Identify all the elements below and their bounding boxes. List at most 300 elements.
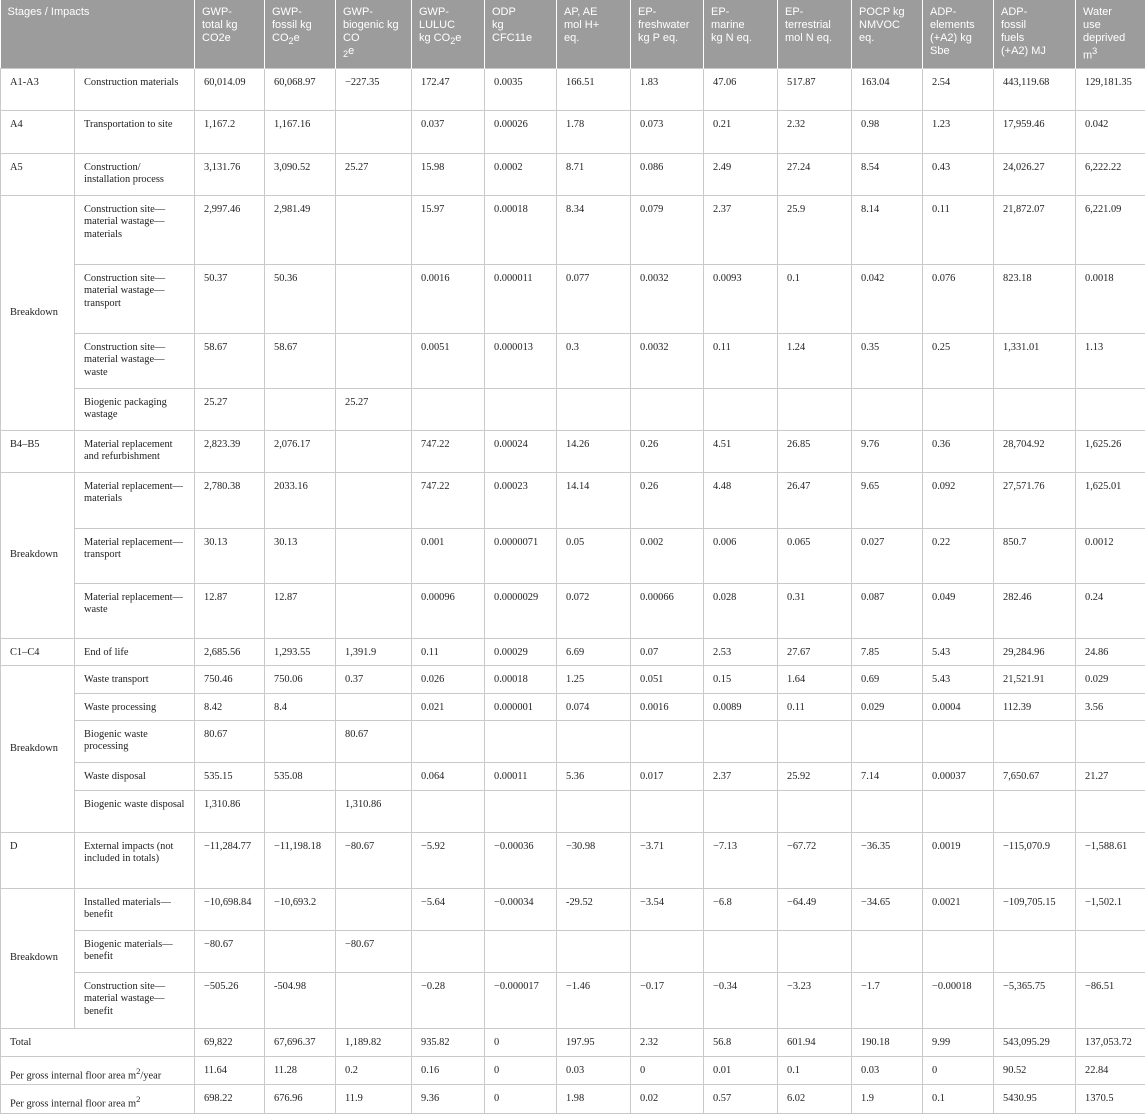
value-cell: 5430.95 bbox=[994, 1085, 1076, 1114]
value-cell: 0.072 bbox=[557, 584, 631, 639]
value-cell: 0.16 bbox=[412, 1057, 485, 1085]
header-line: marine bbox=[711, 19, 745, 31]
value-cell: 50.37 bbox=[195, 265, 265, 334]
value-cell bbox=[704, 721, 778, 763]
value-cell bbox=[631, 931, 704, 973]
stage-cell: A5 bbox=[1, 154, 75, 196]
value-cell: 0.36 bbox=[923, 431, 994, 473]
header-line: LULUC bbox=[419, 19, 456, 31]
value-cell: −0.00018 bbox=[923, 973, 994, 1029]
value-cell bbox=[704, 791, 778, 833]
value-cell bbox=[923, 721, 994, 763]
value-cell: 69,822 bbox=[195, 1029, 265, 1057]
value-cell: 282.46 bbox=[994, 584, 1076, 639]
totals-row bbox=[1, 1057, 1145, 1085]
header-line: GWP- bbox=[343, 6, 373, 18]
value-cell: 0.017 bbox=[631, 763, 704, 791]
value-cell: 1.64 bbox=[778, 666, 852, 694]
impact-label-cell: Construction site—material wastage— transport bbox=[75, 265, 195, 334]
value-cell: −1,502.1 bbox=[1076, 889, 1145, 931]
header-line: EP- bbox=[711, 6, 730, 18]
value-cell: 17,959.46 bbox=[994, 111, 1076, 154]
value-cell: 0.006 bbox=[704, 529, 778, 584]
value-cell: −3.23 bbox=[778, 973, 852, 1029]
value-cell: −30.98 bbox=[557, 833, 631, 889]
value-cell bbox=[336, 334, 412, 389]
value-cell: 0.03 bbox=[557, 1057, 631, 1085]
value-cell: 0.35 bbox=[852, 334, 923, 389]
value-cell: −0.00036 bbox=[485, 833, 557, 889]
table-row bbox=[1, 639, 1145, 666]
value-cell: 0.021 bbox=[412, 694, 485, 721]
header-column bbox=[336, 0, 412, 69]
value-cell bbox=[557, 721, 631, 763]
value-cell: −5.92 bbox=[412, 833, 485, 889]
value-cell bbox=[631, 721, 704, 763]
value-cell: 166.51 bbox=[557, 69, 631, 111]
table-row bbox=[1, 265, 1145, 334]
value-cell: 2033.16 bbox=[265, 473, 336, 529]
value-cell: 3,131.76 bbox=[195, 154, 265, 196]
value-cell: 0.042 bbox=[1076, 111, 1145, 154]
stage-cell: C1–C4 bbox=[1, 639, 75, 666]
header-superscript: 3 bbox=[1092, 46, 1098, 56]
value-cell: 1370.5 bbox=[1076, 1085, 1145, 1114]
value-cell: 0.0002 bbox=[485, 154, 557, 196]
value-cell: 0.26 bbox=[631, 431, 704, 473]
value-cell: 0.07 bbox=[631, 639, 704, 666]
value-cell: 0.3 bbox=[557, 334, 631, 389]
value-cell: −7.13 bbox=[704, 833, 778, 889]
value-cell: −80.67 bbox=[336, 931, 412, 973]
value-cell: 1.98 bbox=[557, 1085, 631, 1114]
value-cell: 0.0000071 bbox=[485, 529, 557, 584]
header-line: GWP- bbox=[202, 6, 232, 18]
value-cell: 2,997.46 bbox=[195, 196, 265, 265]
header-line: fuels bbox=[1001, 32, 1025, 44]
impact-label-cell: Biogenic materials—benefit bbox=[75, 931, 195, 973]
value-cell bbox=[994, 931, 1076, 973]
value-cell bbox=[1076, 791, 1145, 833]
value-cell: 0.0032 bbox=[631, 265, 704, 334]
value-cell: 14.14 bbox=[557, 473, 631, 529]
value-cell: 676.96 bbox=[265, 1085, 336, 1114]
value-cell: 1,625.26 bbox=[1076, 431, 1145, 473]
header-line: deprived bbox=[1083, 32, 1126, 44]
totals-label: Per gross internal floor area m bbox=[10, 1098, 137, 1110]
header-line: POCP kg bbox=[859, 6, 905, 18]
value-cell: 0.21 bbox=[704, 111, 778, 154]
impact-label-cell: Biogenic waste disposal bbox=[75, 791, 195, 833]
value-cell: 1,167.16 bbox=[265, 111, 336, 154]
header-column bbox=[852, 0, 923, 69]
header-column bbox=[923, 0, 994, 69]
stage-cell: A1-A3 bbox=[1, 69, 75, 111]
value-cell: 0.037 bbox=[412, 111, 485, 154]
value-cell: 50.36 bbox=[265, 265, 336, 334]
table-row bbox=[1, 763, 1145, 791]
value-cell: 750.06 bbox=[265, 666, 336, 694]
value-cell: 30.13 bbox=[195, 529, 265, 584]
value-cell: 2,981.49 bbox=[265, 196, 336, 265]
value-cell bbox=[1076, 389, 1145, 431]
value-cell: 0.22 bbox=[923, 529, 994, 584]
value-cell: 1,310.86 bbox=[195, 791, 265, 833]
value-cell: 443,119.68 bbox=[994, 69, 1076, 111]
value-cell bbox=[336, 763, 412, 791]
totals-row bbox=[1, 1085, 1145, 1114]
value-cell: −11,198.18 bbox=[265, 833, 336, 889]
value-cell: 0.0018 bbox=[1076, 265, 1145, 334]
table-row bbox=[1, 389, 1145, 431]
table-row bbox=[1, 721, 1145, 763]
value-cell: 2,076.17 bbox=[265, 431, 336, 473]
header-line: terrestrial bbox=[785, 19, 831, 31]
value-cell bbox=[1076, 721, 1145, 763]
value-cell: −0.34 bbox=[704, 973, 778, 1029]
totals-row bbox=[1, 1029, 1145, 1057]
header-line: AP, AE bbox=[564, 6, 598, 18]
value-cell: 24,026.27 bbox=[994, 154, 1076, 196]
value-cell: 58.67 bbox=[195, 334, 265, 389]
value-cell: −11,284.77 bbox=[195, 833, 265, 889]
value-cell: 543,095.29 bbox=[994, 1029, 1076, 1057]
header-line: CO2e bbox=[202, 32, 231, 44]
value-cell: 8.42 bbox=[195, 694, 265, 721]
totals-label-cell bbox=[1, 1057, 195, 1085]
value-cell: 0.087 bbox=[852, 584, 923, 639]
value-cell: −67.72 bbox=[778, 833, 852, 889]
value-cell: 0.086 bbox=[631, 154, 704, 196]
header-line: mol H+ bbox=[564, 19, 600, 31]
value-cell: 0.00011 bbox=[485, 763, 557, 791]
value-cell: 27,571.76 bbox=[994, 473, 1076, 529]
stage-cell: Breakdown bbox=[1, 473, 75, 639]
table-row bbox=[1, 473, 1145, 529]
totals-label-cell bbox=[1, 1085, 195, 1114]
value-cell: 601.94 bbox=[778, 1029, 852, 1057]
value-cell: 6.69 bbox=[557, 639, 631, 666]
value-cell: 1.25 bbox=[557, 666, 631, 694]
value-cell: 0.079 bbox=[631, 196, 704, 265]
value-cell: 1,189.82 bbox=[336, 1029, 412, 1057]
header-line: kg N eq. bbox=[711, 32, 752, 44]
header-column bbox=[994, 0, 1076, 69]
totals-label-superscript: 2 bbox=[136, 1066, 141, 1076]
value-cell: −5.64 bbox=[412, 889, 485, 931]
stage-cell: Breakdown bbox=[1, 889, 75, 1029]
value-cell: 0.029 bbox=[1076, 666, 1145, 694]
value-cell bbox=[923, 931, 994, 973]
value-cell: 0.69 bbox=[852, 666, 923, 694]
value-cell: 56.8 bbox=[704, 1029, 778, 1057]
value-cell bbox=[923, 791, 994, 833]
value-cell: 1,310.86 bbox=[336, 791, 412, 833]
value-cell bbox=[852, 931, 923, 973]
value-cell: 197.95 bbox=[557, 1029, 631, 1057]
value-cell: 1.13 bbox=[1076, 334, 1145, 389]
value-cell: −115,070.9 bbox=[994, 833, 1076, 889]
header-column bbox=[485, 0, 557, 69]
header-column bbox=[265, 0, 336, 69]
value-cell: 25.9 bbox=[778, 196, 852, 265]
value-cell: 0.26 bbox=[631, 473, 704, 529]
value-cell: 1,167.2 bbox=[195, 111, 265, 154]
table-row bbox=[1, 931, 1145, 973]
value-cell bbox=[994, 721, 1076, 763]
value-cell: 6,221.09 bbox=[1076, 196, 1145, 265]
impact-label-cell: Material replacement— waste bbox=[75, 584, 195, 639]
value-cell: −5,365.75 bbox=[994, 973, 1076, 1029]
value-cell bbox=[631, 389, 704, 431]
value-cell bbox=[336, 111, 412, 154]
value-cell bbox=[336, 584, 412, 639]
value-cell bbox=[994, 791, 1076, 833]
header-line: fossil kg bbox=[272, 19, 312, 31]
impact-label-cell: Installed materials—benefit bbox=[75, 889, 195, 931]
header-row bbox=[1, 0, 1145, 69]
header-line: e bbox=[348, 45, 355, 57]
header-line: m bbox=[1083, 49, 1093, 62]
value-cell bbox=[704, 931, 778, 973]
header-line: kg P eq. bbox=[638, 32, 679, 44]
header-line: GWP- bbox=[419, 6, 449, 18]
impact-label-cell: Construction materials bbox=[75, 69, 195, 111]
value-cell: 27.67 bbox=[778, 639, 852, 666]
table-row bbox=[1, 334, 1145, 389]
value-cell: 8.14 bbox=[852, 196, 923, 265]
value-cell: 5.36 bbox=[557, 763, 631, 791]
value-cell: 0.028 bbox=[704, 584, 778, 639]
value-cell: 21,521.91 bbox=[994, 666, 1076, 694]
header-subscript: 2 bbox=[450, 36, 456, 47]
header-line: EP- bbox=[785, 6, 804, 18]
value-cell: 0.0021 bbox=[923, 889, 994, 931]
value-cell: 0.24 bbox=[1076, 584, 1145, 639]
value-cell: 1,331.01 bbox=[994, 334, 1076, 389]
header-line: CFC11e bbox=[492, 32, 533, 44]
value-cell: 0.1 bbox=[778, 265, 852, 334]
impact-label-cell: Construction site—material wastage—waste bbox=[75, 334, 195, 389]
value-cell: −3.54 bbox=[631, 889, 704, 931]
value-cell: 2.32 bbox=[631, 1029, 704, 1057]
value-cell: 0.05 bbox=[557, 529, 631, 584]
value-cell: 0.077 bbox=[557, 265, 631, 334]
value-cell: 0.00026 bbox=[485, 111, 557, 154]
value-cell: 0.43 bbox=[923, 154, 994, 196]
header-line: EP- bbox=[638, 6, 657, 18]
value-cell: 823.18 bbox=[994, 265, 1076, 334]
value-cell bbox=[485, 791, 557, 833]
value-cell: 1.78 bbox=[557, 111, 631, 154]
totals-label: Per gross internal floor area m bbox=[10, 1070, 137, 1082]
value-cell: 0.0004 bbox=[923, 694, 994, 721]
value-cell bbox=[336, 473, 412, 529]
value-cell: 0.00018 bbox=[485, 196, 557, 265]
value-cell bbox=[852, 791, 923, 833]
value-cell: 11.9 bbox=[336, 1085, 412, 1114]
header-line: NMVOC bbox=[859, 19, 900, 31]
value-cell: 0.0016 bbox=[412, 265, 485, 334]
value-cell: 0.029 bbox=[852, 694, 923, 721]
value-cell: 7,650.67 bbox=[994, 763, 1076, 791]
header-line: eq. bbox=[564, 32, 580, 44]
value-cell bbox=[265, 721, 336, 763]
value-cell: 535.08 bbox=[265, 763, 336, 791]
value-cell: 190.18 bbox=[852, 1029, 923, 1057]
value-cell: -504.98 bbox=[265, 973, 336, 1029]
value-cell: 0.0089 bbox=[704, 694, 778, 721]
header-line: kg CO bbox=[419, 32, 451, 44]
value-cell: 0.026 bbox=[412, 666, 485, 694]
header-line: kg bbox=[492, 19, 504, 31]
header-line: Sbe bbox=[930, 45, 950, 57]
impact-label-cell: Construction/ installation process bbox=[75, 154, 195, 196]
value-cell: 163.04 bbox=[852, 69, 923, 111]
value-cell: 8.71 bbox=[557, 154, 631, 196]
value-cell: 7.85 bbox=[852, 639, 923, 666]
header-line: ADP- bbox=[1001, 6, 1028, 18]
value-cell: 8.4 bbox=[265, 694, 336, 721]
value-cell: 28,704.92 bbox=[994, 431, 1076, 473]
value-cell bbox=[778, 389, 852, 431]
impact-label-cell: Material replacement— materials bbox=[75, 473, 195, 529]
impact-label-cell: Waste disposal bbox=[75, 763, 195, 791]
value-cell: −0.28 bbox=[412, 973, 485, 1029]
impact-label-cell: Biogenic packaging wastage bbox=[75, 389, 195, 431]
value-cell: 3.56 bbox=[1076, 694, 1145, 721]
value-cell: 15.98 bbox=[412, 154, 485, 196]
value-cell bbox=[336, 889, 412, 931]
value-cell: 7.14 bbox=[852, 763, 923, 791]
value-cell: 80.67 bbox=[336, 721, 412, 763]
value-cell: 8.34 bbox=[557, 196, 631, 265]
value-cell: 25.27 bbox=[195, 389, 265, 431]
value-cell: 0.11 bbox=[704, 334, 778, 389]
value-cell: 6,222.22 bbox=[1076, 154, 1145, 196]
value-cell: 26.85 bbox=[778, 431, 852, 473]
value-cell: −3.71 bbox=[631, 833, 704, 889]
value-cell: −80.67 bbox=[195, 931, 265, 973]
value-cell: −109,705.15 bbox=[994, 889, 1076, 931]
header-line: eq. bbox=[859, 32, 875, 44]
impact-label-cell: Construction site—material wastage— materials bbox=[75, 196, 195, 265]
value-cell: 1,293.55 bbox=[265, 639, 336, 666]
value-cell: 25.92 bbox=[778, 763, 852, 791]
value-cell bbox=[336, 196, 412, 265]
header-subscript: 2 bbox=[288, 36, 294, 47]
impact-label-cell: Waste transport bbox=[75, 666, 195, 694]
value-cell: 1.24 bbox=[778, 334, 852, 389]
value-cell: 0 bbox=[485, 1085, 557, 1114]
totals-label: Total bbox=[10, 1037, 32, 1048]
value-cell: 2,823.39 bbox=[195, 431, 265, 473]
value-cell: 80.67 bbox=[195, 721, 265, 763]
header-line: mol N eq. bbox=[785, 32, 833, 44]
table-row bbox=[1, 833, 1145, 889]
value-cell: 698.22 bbox=[195, 1085, 265, 1114]
table-row bbox=[1, 791, 1145, 833]
value-cell: 29,284.96 bbox=[994, 639, 1076, 666]
value-cell: 0.073 bbox=[631, 111, 704, 154]
header-line: use bbox=[1083, 19, 1101, 31]
stage-cell: Breakdown bbox=[1, 196, 75, 431]
totals-label-tail: /year bbox=[140, 1070, 162, 1082]
impact-label-cell: Biogenic waste processing bbox=[75, 721, 195, 763]
value-cell: 0.1 bbox=[923, 1085, 994, 1114]
value-cell: 22.84 bbox=[1076, 1057, 1145, 1085]
value-cell: −1.46 bbox=[557, 973, 631, 1029]
impact-label-cell: Waste processing bbox=[75, 694, 195, 721]
header-line: (+A2) kg bbox=[930, 32, 972, 44]
table-row bbox=[1, 973, 1145, 1029]
value-cell: 112.39 bbox=[994, 694, 1076, 721]
totals-label-cell bbox=[1, 1029, 195, 1057]
value-cell: −1.7 bbox=[852, 973, 923, 1029]
header-line: Water bbox=[1083, 6, 1112, 18]
value-cell: 0.01 bbox=[704, 1057, 778, 1085]
header-line: e bbox=[293, 32, 300, 44]
header-line: elements bbox=[930, 19, 975, 31]
value-cell: 0.00066 bbox=[631, 584, 704, 639]
impact-label-cell: End of life bbox=[75, 639, 195, 666]
value-cell: 0.57 bbox=[704, 1085, 778, 1114]
value-cell bbox=[778, 791, 852, 833]
table-row bbox=[1, 889, 1145, 931]
value-cell: −64.49 bbox=[778, 889, 852, 931]
totals-label-superscript: 2 bbox=[136, 1094, 141, 1104]
stage-cell: B4–B5 bbox=[1, 431, 75, 473]
value-cell: 12.87 bbox=[195, 584, 265, 639]
value-cell: 0.31 bbox=[778, 584, 852, 639]
impact-label-cell: Material replacement— transport bbox=[75, 529, 195, 584]
value-cell: 2.49 bbox=[704, 154, 778, 196]
value-cell: 0.00096 bbox=[412, 584, 485, 639]
value-cell bbox=[778, 931, 852, 973]
value-cell: −1,588.61 bbox=[1076, 833, 1145, 889]
value-cell: 2,685.56 bbox=[195, 639, 265, 666]
header-column bbox=[631, 0, 704, 69]
value-cell: 47.06 bbox=[704, 69, 778, 111]
value-cell: 60,068.97 bbox=[265, 69, 336, 111]
value-cell: 9.36 bbox=[412, 1085, 485, 1114]
value-cell bbox=[485, 931, 557, 973]
value-cell: 0.027 bbox=[852, 529, 923, 584]
header-column bbox=[412, 0, 485, 69]
value-cell: 1.83 bbox=[631, 69, 704, 111]
value-cell: 5.43 bbox=[923, 639, 994, 666]
value-cell: −10,693.2 bbox=[265, 889, 336, 931]
value-cell bbox=[994, 389, 1076, 431]
value-cell: 11.64 bbox=[195, 1057, 265, 1085]
value-cell: 0 bbox=[631, 1057, 704, 1085]
value-cell: 935.82 bbox=[412, 1029, 485, 1057]
table-row bbox=[1, 69, 1145, 111]
value-cell: 9.76 bbox=[852, 431, 923, 473]
value-cell bbox=[485, 721, 557, 763]
header-column bbox=[557, 0, 631, 69]
value-cell: 0.042 bbox=[852, 265, 923, 334]
value-cell: −10,698.84 bbox=[195, 889, 265, 931]
header-line: e bbox=[455, 32, 462, 44]
impact-label-cell: Material replacement and refurbishment bbox=[75, 431, 195, 473]
value-cell: −0.17 bbox=[631, 973, 704, 1029]
value-cell: 0.2 bbox=[336, 1057, 412, 1085]
value-cell: 21.27 bbox=[1076, 763, 1145, 791]
value-cell: 0.000001 bbox=[485, 694, 557, 721]
value-cell bbox=[852, 721, 923, 763]
value-cell: 30.13 bbox=[265, 529, 336, 584]
